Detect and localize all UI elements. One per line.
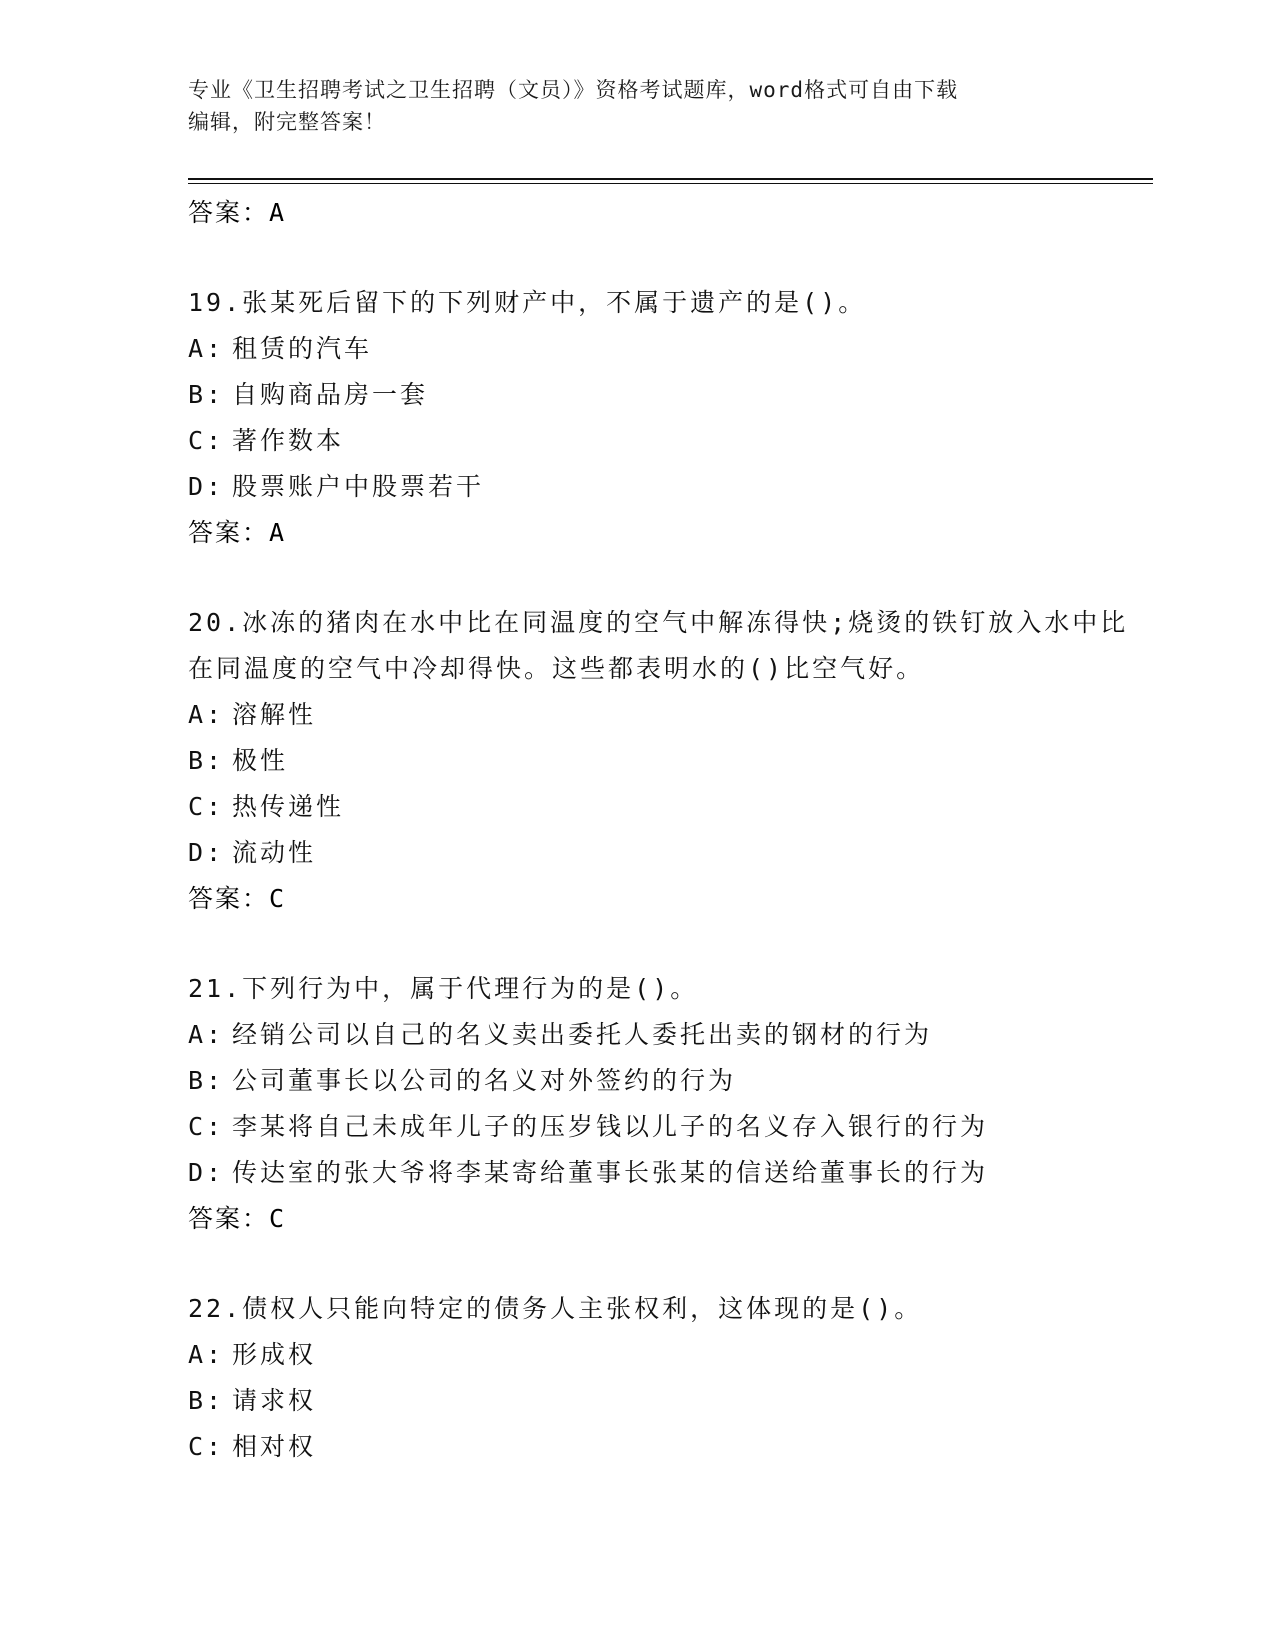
question-block <box>188 600 1148 922</box>
question-block <box>188 966 1148 1242</box>
option-key: C: <box>188 426 225 455</box>
answer-prefix: 答案： <box>188 198 270 227</box>
option-text: 请求权 <box>232 1386 317 1415</box>
option-text: 热传递性 <box>232 792 345 821</box>
option-text: 股票账户中股票若干 <box>232 472 485 501</box>
option-key: C: <box>188 1112 225 1141</box>
option-b <box>188 738 1148 784</box>
question-stem: 21.下列行为中，属于代理行为的是()。 <box>188 974 699 1003</box>
option-key: D: <box>188 1158 225 1187</box>
option-key: B: <box>188 1066 225 1095</box>
option-text: 自购商品房一套 <box>232 380 429 409</box>
option-b <box>188 1378 1148 1424</box>
spacer <box>188 922 1148 966</box>
header-line-2: 编辑，附完整答案！ <box>188 110 386 134</box>
question-stem: 22.债权人只能向特定的债务人主张权利，这体现的是()。 <box>188 1294 923 1323</box>
header-line-1: 专业《卫生招聘考试之卫生招聘（文员）》资格考试题库，word格式可自由下载 <box>188 78 959 102</box>
question-stem: 20.冰冻的猪肉在水中比在同温度的空气中解冻得快;烧烫的铁钉放入水中比在同温度的空气中冷却得快。这些都表明水的()比空气好。 <box>188 608 1129 683</box>
option-key: C: <box>188 792 225 821</box>
option-text: 形成权 <box>232 1340 317 1369</box>
answer-line <box>188 190 1148 236</box>
answer-value: A <box>269 198 287 227</box>
option-text: 传达室的张大爷将李某寄给董事长张某的信送给董事长的行为 <box>232 1158 989 1187</box>
answer-prefix: 答案： <box>188 1204 270 1233</box>
spacer <box>188 556 1148 600</box>
option-key: A: <box>188 334 225 363</box>
option-key: B: <box>188 746 225 775</box>
option-b <box>188 1058 1148 1104</box>
option-a <box>188 1332 1148 1378</box>
answer-prefix: 答案： <box>188 518 270 547</box>
option-text: 流动性 <box>232 838 317 867</box>
spacer <box>188 1242 1148 1286</box>
option-key: A: <box>188 1020 225 1049</box>
header-rule-thin <box>188 183 1153 184</box>
answer-prefix: 答案： <box>188 884 270 913</box>
question-block <box>188 280 1148 556</box>
answer-line <box>188 876 1148 922</box>
option-key: A: <box>188 1340 225 1369</box>
option-d <box>188 464 1148 510</box>
option-a <box>188 1012 1148 1058</box>
option-text: 溶解性 <box>232 700 317 729</box>
answer-line <box>188 1196 1148 1242</box>
option-key: D: <box>188 472 225 501</box>
answer-value: C <box>269 1204 287 1233</box>
option-key: C: <box>188 1432 225 1461</box>
answer-value: C <box>269 884 287 913</box>
question-stem: 19.张某死后留下的下列财产中，不属于遗产的是()。 <box>188 288 867 317</box>
option-key: A: <box>188 700 225 729</box>
option-d <box>188 1150 1148 1196</box>
document-body <box>188 190 1148 1470</box>
option-key: B: <box>188 1386 225 1415</box>
answer-line <box>188 510 1148 556</box>
header-rule-thick <box>188 178 1153 180</box>
option-key: D: <box>188 838 225 867</box>
option-b <box>188 372 1148 418</box>
document-header <box>188 74 1088 138</box>
option-c <box>188 784 1148 830</box>
option-text: 公司董事长以公司的名义对外签约的行为 <box>232 1066 737 1095</box>
option-text: 相对权 <box>232 1432 317 1461</box>
option-a <box>188 692 1148 738</box>
option-d <box>188 830 1148 876</box>
option-c <box>188 1104 1148 1150</box>
option-text: 著作数本 <box>232 426 345 455</box>
option-key: B: <box>188 380 225 409</box>
option-text: 极性 <box>232 746 289 775</box>
option-text: 租赁的汽车 <box>232 334 373 363</box>
option-a <box>188 326 1148 372</box>
spacer <box>188 236 1148 280</box>
option-c <box>188 418 1148 464</box>
question-block <box>188 1286 1148 1470</box>
option-text: 经销公司以自己的名义卖出委托人委托出卖的钢材的行为 <box>232 1020 933 1049</box>
option-text: 李某将自己未成年儿子的压岁钱以儿子的名义存入银行的行为 <box>232 1112 989 1141</box>
answer-value: A <box>269 518 287 547</box>
option-c <box>188 1424 1148 1470</box>
